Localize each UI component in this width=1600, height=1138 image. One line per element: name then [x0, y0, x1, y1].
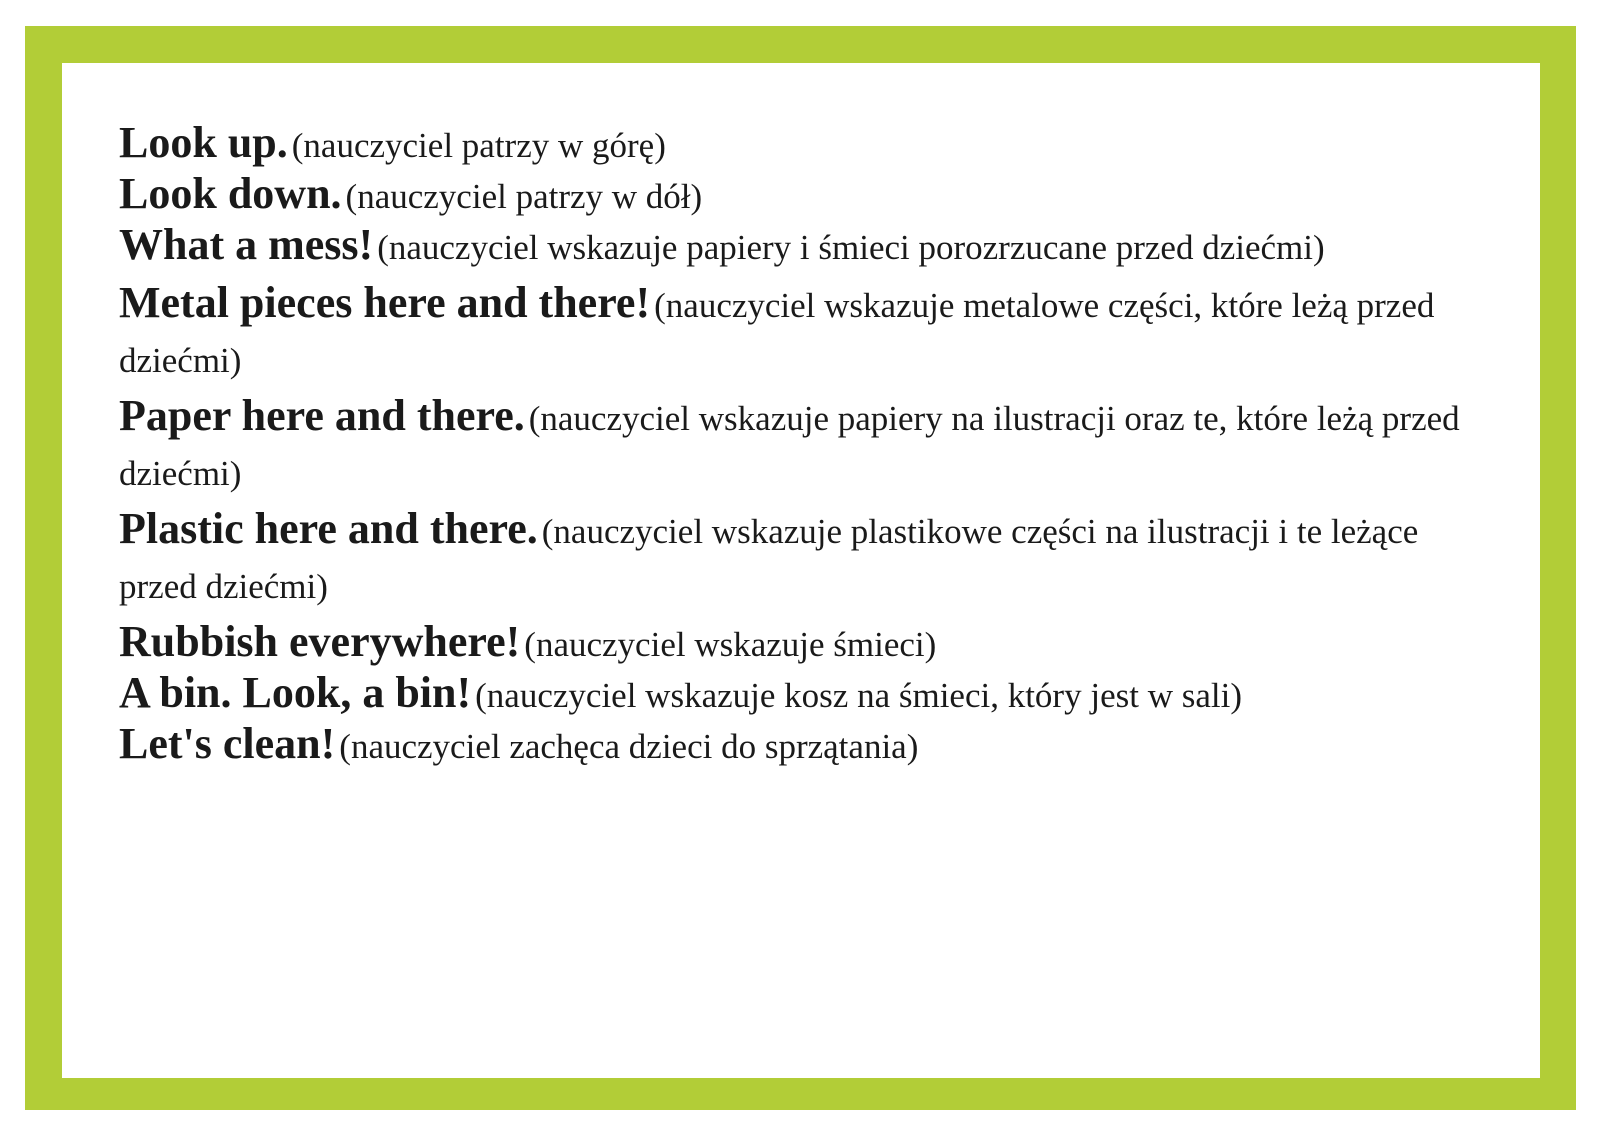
phrase-entry-look-down [119, 170, 1479, 221]
polish-instruction: (nauczyciel patrzy w górę) [291, 126, 666, 165]
polish-instruction: (nauczyciel wskazuje plastikowe części na ilustracji i te leżące przed dziećmi) [119, 512, 1419, 606]
english-phrase: A bin. Look, a bin! [119, 668, 472, 717]
polish-instruction: (nauczyciel wskazuje śmieci) [524, 625, 937, 664]
english-phrase: Look up. [119, 118, 288, 167]
phrase-entry-rubbish [119, 618, 1479, 669]
phrase-entry-bin [119, 669, 1479, 720]
phrase-entry-paper [119, 392, 1479, 505]
english-phrase: What a mess! [119, 220, 374, 269]
phrase-entry-lets-clean [119, 720, 1479, 771]
english-phrase: Paper here and there. [119, 391, 525, 440]
polish-instruction: (nauczyciel wskazuje kosz na śmieci, który jest w sali) [475, 676, 1242, 715]
phrase-entry-look-up [119, 119, 1479, 170]
instruction-card [62, 63, 1540, 1078]
english-phrase: Let's clean! [119, 719, 336, 768]
phrase-entry-what-a-mess [119, 221, 1479, 279]
polish-instruction: (nauczyciel zachęca dzieci do sprzątania) [339, 727, 919, 766]
phrase-entry-metal-pieces [119, 279, 1479, 392]
polish-instruction: (nauczyciel wskazuje metalowe części, które leżą przed dziećmi) [119, 286, 1435, 380]
english-phrase: Rubbish everywhere! [119, 617, 521, 666]
english-phrase: Metal pieces here and there! [119, 278, 651, 327]
phrase-list [119, 119, 1479, 771]
phrase-entry-plastic [119, 505, 1479, 618]
english-phrase: Look down. [119, 169, 342, 218]
polish-instruction: (nauczyciel wskazuje papiery na ilustracji oraz te, które leżą przed dziećmi) [119, 399, 1460, 493]
english-phrase: Plastic here and there. [119, 504, 538, 553]
polish-instruction: (nauczyciel wskazuje papiery i śmieci porozrzucane przed dziećmi) [377, 228, 1325, 267]
polish-instruction: (nauczyciel patrzy w dół) [345, 177, 703, 216]
